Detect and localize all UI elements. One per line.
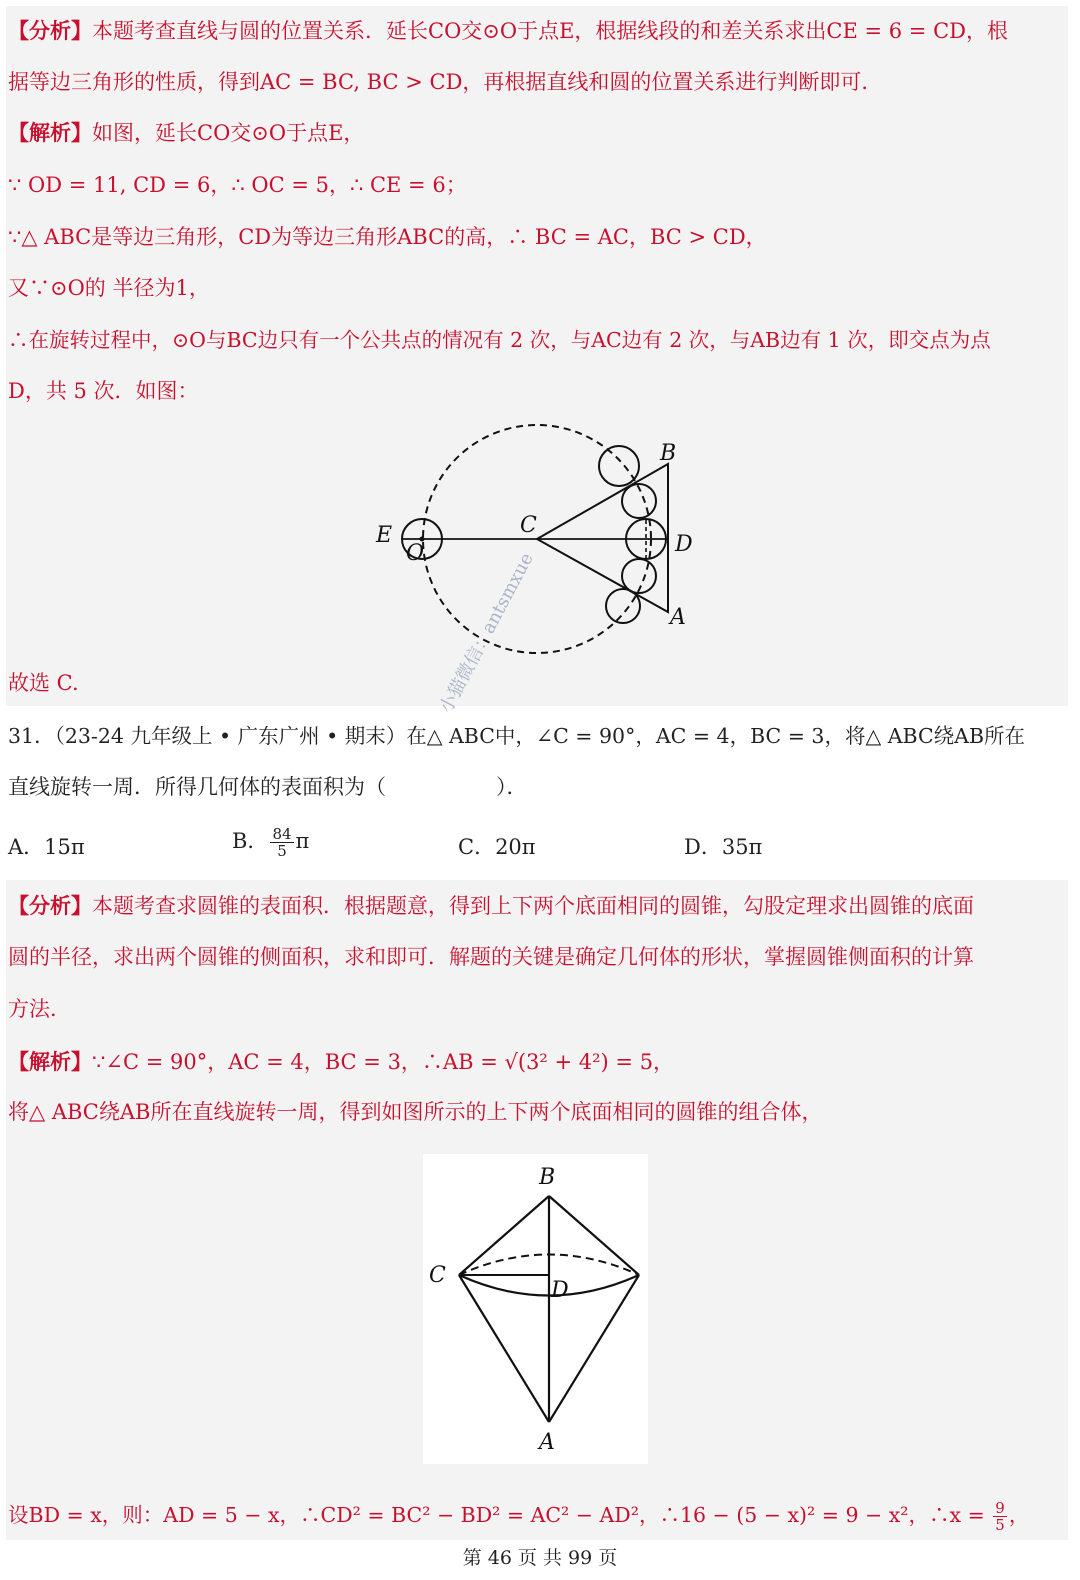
circle-rotation-figure [370, 420, 710, 655]
option-b-suffix: π [295, 829, 310, 853]
upper-cone-left [459, 1196, 549, 1275]
solution2-text-3a: 设BD = x，则：AD = 5 − x，∴CD² = BC² − BD² = AC² − AD²，∴16 − (5 − x)² = 9 − x²，∴x = [8, 1503, 992, 1527]
label-a: A [670, 605, 686, 630]
solution-line-6: D，共 5 次．如图： [8, 379, 199, 403]
solution-line-5: ∴在旋转过程中，⊙O与BC边只有一个公共点的情况有 2 次，与AC边有 2 次，与AB边有 1 次，即交点为点 [8, 328, 991, 352]
option-b-fraction [270, 826, 293, 859]
small-circle-1 [599, 446, 639, 486]
analysis2-line-1 [8, 891, 1068, 921]
label-b: B [660, 441, 677, 466]
solution2-line-2: 将△ ABC绕AB所在直线旋转一周，得到如图所示的上下两个底面相同的圆锥的组合体， [8, 1100, 823, 1124]
double-cone-figure [423, 1154, 648, 1464]
page-footer: 第 46 页 共 99 页 [462, 1547, 618, 1569]
label2-a: A [539, 1430, 555, 1455]
q31-stem-part-b: ）． [496, 775, 528, 799]
lower-cone-left [459, 1275, 549, 1422]
solution2-text-1: ∵∠C = 90°，AC = 4，BC = 3，∴AB = √(3² + 4²) = 5， [92, 1050, 675, 1074]
analysis-line-1 [8, 16, 1068, 46]
solution2-tag: 【解析】 [8, 1049, 92, 1074]
solution2-text-3b: ， [1008, 1503, 1030, 1527]
x-den: 5 [995, 1516, 1005, 1534]
analysis2-line-3: 方法． [8, 997, 71, 1021]
option-b[interactable] [232, 826, 309, 859]
label-e: E [376, 523, 393, 548]
solution2-line-3 [8, 1500, 1068, 1533]
option-b-prefix: B． [232, 829, 269, 853]
label-o: O [406, 541, 425, 566]
upper-cone-right [549, 1196, 639, 1275]
label2-d: D [551, 1278, 569, 1303]
label-c: C [520, 513, 537, 538]
q31-stem-part-a: 直线旋转一周．所得几何体的表面积为（ [8, 775, 386, 799]
analysis2-line-2: 圆的半径，求出两个圆锥的侧面积，求和即可．解题的关键是确定几何体的形状，掌握圆锥侧面积的计算 [8, 945, 974, 969]
analysis2-tag: 【分析】 [8, 893, 92, 918]
label-d: D [675, 532, 693, 557]
label2-c: C [429, 1263, 446, 1288]
solution-tag: 【解析】 [8, 120, 92, 145]
option-b-num: 84 [272, 825, 292, 843]
solution2-line-1 [8, 1047, 1068, 1077]
option-c[interactable]: C．20π [458, 835, 536, 859]
analysis-tag: 【分析】 [8, 18, 92, 43]
solution-line-3: ∵△ ABC是等边三角形，CD为等边三角形ABC的高，∴ BC = AC，BC > CD， [8, 225, 767, 249]
watermark: 小猫微信：antsmxue [435, 549, 538, 717]
solution-text-1: 如图，延长CO交⊙O于点E， [92, 121, 365, 145]
option-d[interactable]: D．35π [684, 835, 763, 859]
q31-line-2 [8, 772, 1068, 802]
small-circle-5 [606, 589, 640, 623]
solution-line-4: 又∵⊙O的 半径为1， [8, 276, 210, 300]
x-num: 9 [995, 1499, 1005, 1517]
solution-line-1 [8, 118, 1068, 148]
option-a[interactable]: A．15π [8, 835, 85, 859]
label2-b: B [539, 1165, 556, 1190]
analysis2-text-1: 本题考查求圆锥的表面积．根据题意，得到上下两个底面相同的圆锥，勾股定理求出圆锥的底面 [92, 894, 974, 918]
x-fraction [993, 1500, 1007, 1533]
solution-line-2: ∵ OD = 11, CD = 6，∴ OC = 5，∴ CE = 6； [8, 173, 467, 197]
option-b-den: 5 [277, 842, 287, 860]
analysis-line-2: 据等边三角形的性质，得到AC = BC, BC > CD，再根据直线和圆的位置关系进行判断即可． [8, 70, 883, 94]
q31-line-1: 31．（23-24 九年级上 • 广东广州 • 期末）在△ ABC中，∠C = 90°，AC = 4，BC = 3，将△ ABC绕AB所在 [8, 724, 1026, 748]
analysis-text-1: 本题考查直线与圆的位置关系．延长CO交⊙O于点E，根据线段的和差关系求出CE = 6 = CD，根 [92, 19, 1008, 43]
answer-line: 故选 C. [8, 671, 79, 695]
